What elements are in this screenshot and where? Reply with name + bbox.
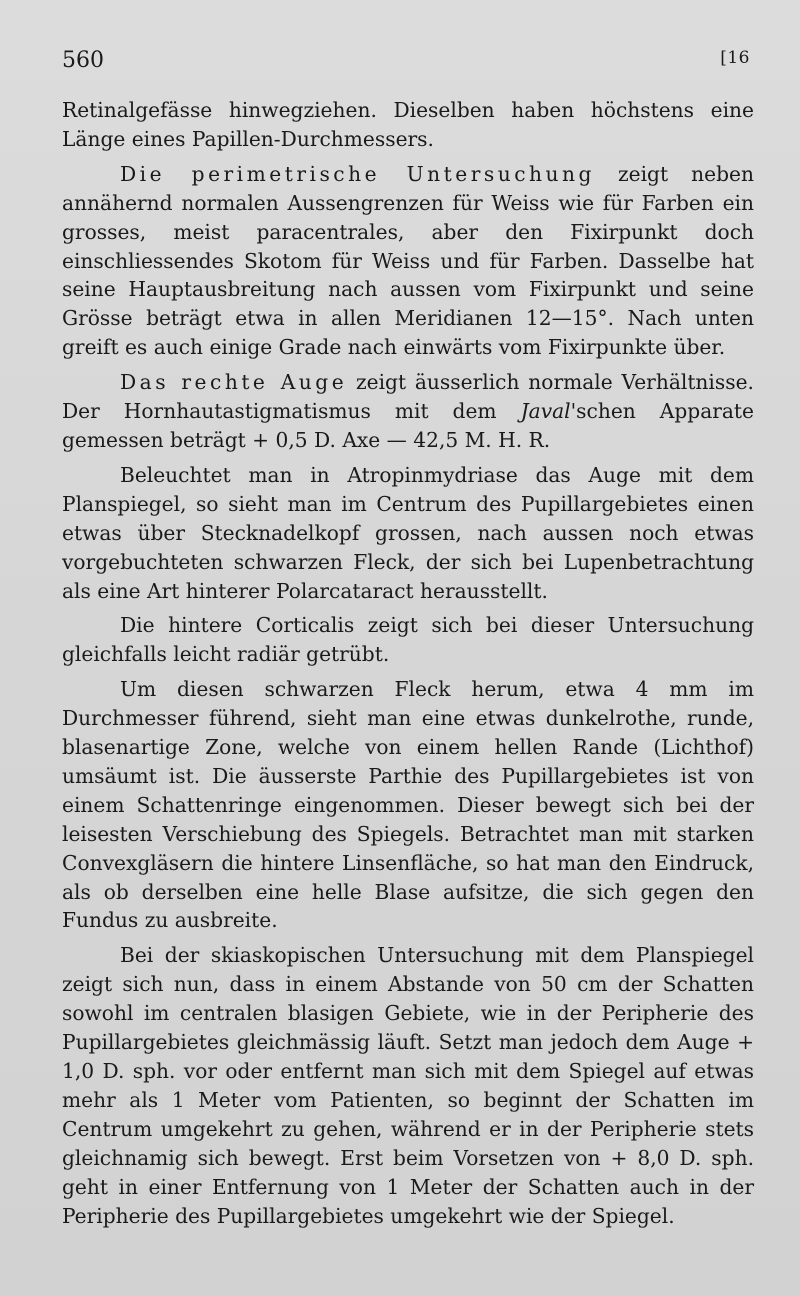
body-text	[62, 96, 754, 1230]
paragraph-right-eye: Das rechte Auge zeigt äusserlich normale Verhältnisse. Der Hornhautastigmatismus mit dem Javal'schen Apparate gemessen beträgt + 0,5 D. Axe — 42,5 M. H. R.	[62, 370, 754, 452]
spaced-heading: Die perimetrische Untersuchung	[120, 161, 595, 186]
spaced-heading: Das rechte Auge	[120, 370, 348, 395]
paragraph-illumination: Beleuchtet man in Atropinmydriase das Auge mit dem Planspiegel, so sieht man im Centrum des Pupillargebietes einen etwas über Stecknadelkopf grossen, nach aussen noch etwas vorgebuchteten schwarzen Fleck, der sich bei Lupenbetrachtung als eine Art hinterer Polarcataract herausstellt.	[62, 462, 754, 603]
paragraph-perimetric-exam: Die perimetrische Untersuchung zeigt neben annähernd normalen Aussengrenzen für Weiss wie für Farben ein grosses, meist paracentrales, aber den Fixirpunkt doch einschliessendes Skotom für Weiss und für Farben. Dasselbe hat seine Hauptausbreitung nach aussen vom Fixirpunkt und seine Grösse beträgt etwa in allen Meridianen 12—15°. Nach unten greift es auch einige Grade nach einwärts vom Fixirpunkte über.	[62, 161, 754, 360]
paragraph-black-spot: Um diesen schwarzen Fleck herum, etwa 4 mm im Durchmesser führend, sieht man eine etwas dunkelrothe, runde, blasenartige Zone, welche von einem hellen Rande (Lichthof) umsäumt ist. Die äusserste Parthie des Pupillargebietes ist von einem Schattenringe eingenommen. Dieser bewegt sich bei der leisesten Verschiebung des Spiegels. Betrachtet man mit starken Convexgläsern die hintere Linsenfläche, so hat man den Eindruck, als ob derselben eine helle Blase aufsitze, die sich gegen den Fundus zu ausbreite.	[62, 677, 754, 933]
paragraph-skiascopy: Bei der skiaskopischen Untersuchung mit dem Planspiegel zeigt sich nun, dass in einem Abstande von 50 cm der Schatten sowohl im centralen blasigen Gebiete, wie in der Peripherie des Pupillargebietes gleichmässig läuft. Setzt man jedoch dem Auge + 1,0 D. sph. vor oder entfernt man sich mit dem Spiegel auf etwas mehr als 1 Meter vom Patienten, so beginnt der Schatten im Centrum umgekehrt zu gehen, während er in der Peripherie stets gleichnamig sich bewegt. Erst beim Vorsetzen von + 8,0 D. sph. geht in einer Entfernung von 1 Meter der Schatten auch in der Peripherie des Pupillargebietes umgekehrt wie der Spiegel.	[62, 943, 754, 1228]
italic-name: Javal	[520, 399, 571, 424]
paragraph-continuation: Retinalgefässe hinwegziehen. Dieselben haben höchstens eine Länge eines Papillen-Durchmessers.	[62, 98, 754, 151]
page-number: 560	[62, 48, 104, 73]
section-reference: [16	[720, 48, 750, 68]
paragraph-corticalis: Die hintere Corticalis zeigt sich bei dieser Untersuchung gleichfalls leicht radiär getrübt.	[62, 613, 754, 667]
running-header	[62, 48, 750, 78]
